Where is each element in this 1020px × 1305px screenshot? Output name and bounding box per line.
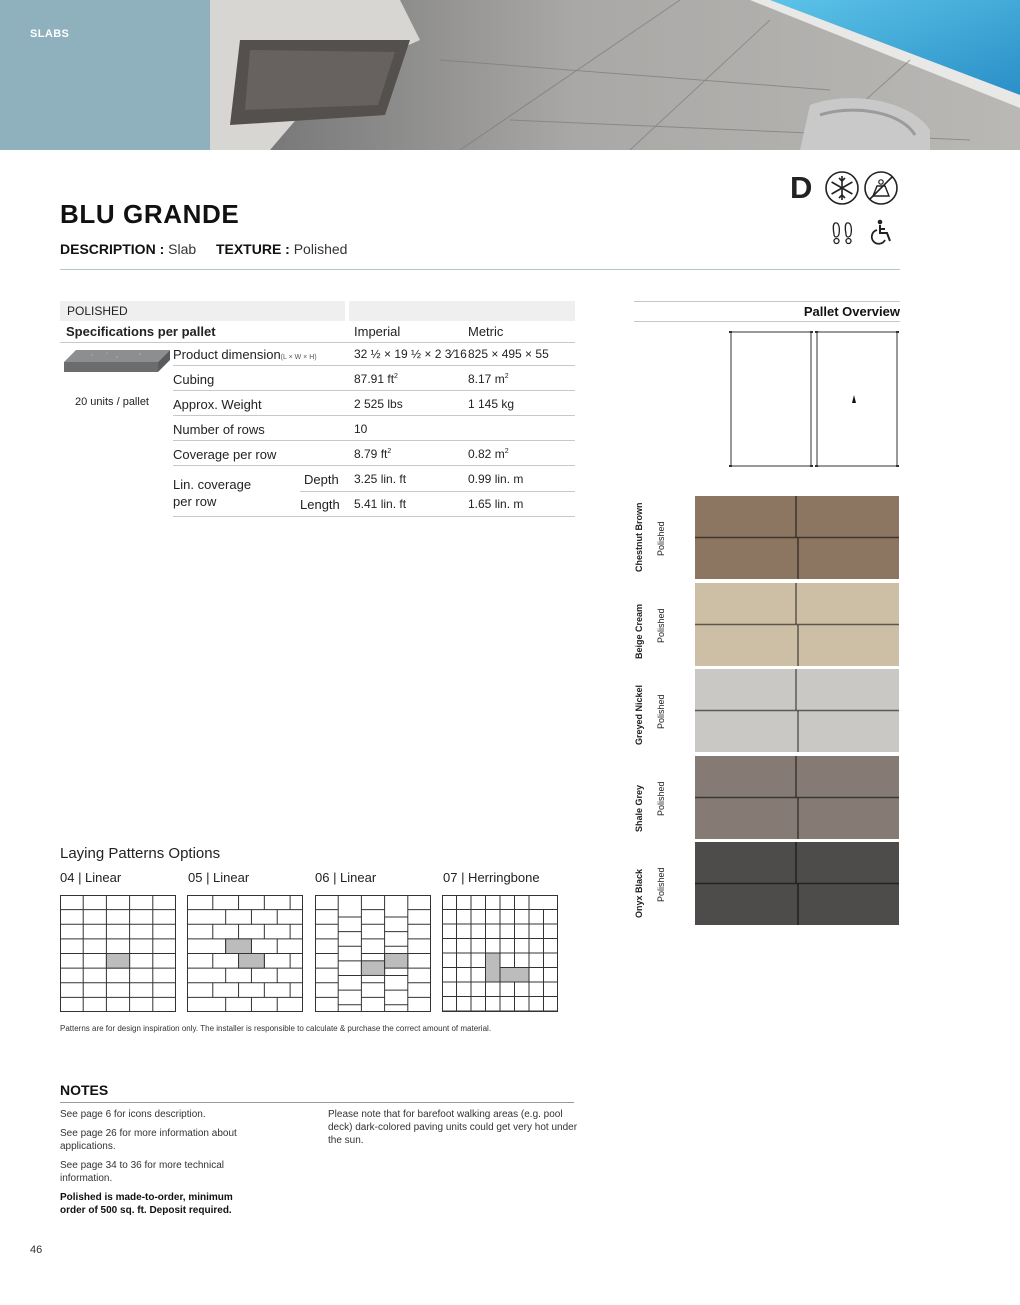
- row-imperial-sup: 2: [387, 448, 392, 455]
- color-finish-label: Polished: [656, 867, 666, 902]
- spec-title: Specifications per pallet: [66, 324, 216, 339]
- row-imperial-value: 87.91 ft: [354, 372, 395, 386]
- units-per-pallet: 20 units / pallet: [75, 396, 149, 408]
- row-imperial: [354, 447, 391, 461]
- slab-image: [62, 348, 172, 374]
- pattern-label-07: 07 | Herringbone: [443, 870, 540, 885]
- length-label: Length: [300, 497, 340, 512]
- page-number: 46: [30, 1244, 43, 1256]
- row-metric-sup: 2: [504, 448, 509, 455]
- pattern-label-05: 05 | Linear: [188, 870, 250, 885]
- pattern-highlight-unit: [226, 939, 252, 954]
- length-metric: 1.65 lin. m: [468, 497, 524, 511]
- lin-coverage-label: Lin. coverage: [173, 477, 252, 492]
- note-barefoot: Please note that for barefoot walking areas (e.g. pool deck) dark-colored paving units could get very hot under the sun.: [328, 1109, 578, 1146]
- pattern-07-diagram: [442, 895, 558, 1012]
- finish-header: POLISHED: [60, 301, 345, 321]
- color-name-label: Chestnut Brown: [634, 502, 644, 572]
- row-line: [173, 440, 575, 441]
- row-metric: [468, 372, 509, 386]
- color-swatch: [695, 669, 899, 752]
- pattern-highlight-unit: [486, 953, 501, 982]
- row-imperial: 10: [354, 422, 368, 436]
- color-swatch: [695, 756, 899, 839]
- description-label: DESCRIPTION :: [60, 241, 165, 257]
- note-applications: See page 26 for more information about applications.: [60, 1128, 237, 1152]
- row-metric: 1 145 kg: [468, 397, 515, 411]
- color-swatch: [695, 583, 899, 666]
- texture-label: TEXTURE :: [215, 241, 290, 257]
- row-line: [173, 365, 575, 366]
- notes-title: NOTES: [60, 1082, 109, 1098]
- no-salt-icon: [863, 170, 899, 206]
- color-finish-label: Polished: [656, 781, 666, 816]
- depth-imperial: 3.25 lin. ft: [354, 472, 407, 486]
- pallet-overview-diagram: [728, 328, 900, 470]
- pattern-highlight-unit: [361, 961, 384, 976]
- color-name-label: Shale Grey: [634, 784, 644, 832]
- col-metric: Metric: [468, 324, 504, 339]
- col-imperial: Imperial: [354, 324, 401, 339]
- pattern-disclaimer: Patterns are for design inspiration only. The installer is responsible to calculate & purchase the correct amount of material.: [60, 1024, 492, 1033]
- product-title: BLU GRANDE: [60, 199, 240, 229]
- depth-label: Depth: [304, 472, 339, 487]
- row-line: [173, 415, 575, 416]
- snowflake-icon: [824, 170, 860, 206]
- row-metric-sup: 2: [504, 373, 509, 380]
- row-imperial: [354, 372, 398, 386]
- row-sublabel: (L × W × H): [280, 354, 317, 361]
- spec-table-header: [60, 301, 575, 321]
- row-line: [173, 516, 575, 517]
- row-line: [173, 390, 575, 391]
- row-metric-value: 8.17 m: [468, 372, 505, 386]
- wheelchair-icon: [868, 219, 894, 246]
- pattern-highlight-unit: [106, 954, 129, 969]
- notes-divider: [60, 1102, 574, 1103]
- note-icons: See page 6 for icons description.: [60, 1109, 206, 1120]
- row-imperial-value: 8.79 ft: [354, 447, 388, 461]
- section-label: SLABS: [30, 28, 70, 40]
- row-product-dimension: [173, 347, 317, 362]
- pallet-overview-title: Pallet Overview: [803, 304, 900, 319]
- pallet-overview-top-line: [634, 301, 900, 302]
- pattern-highlight-unit: [385, 954, 408, 969]
- spec-header-line: [60, 342, 575, 343]
- color-finish-label: Polished: [656, 521, 666, 556]
- color-finish-label: Polished: [656, 694, 666, 729]
- row-metric-value: 0.82 m: [468, 447, 505, 461]
- pattern-label-04: 04 | Linear: [60, 870, 122, 885]
- section-band: [0, 0, 210, 150]
- pattern-label-06: 06 | Linear: [315, 870, 377, 885]
- row-line: [173, 465, 575, 466]
- pallet-overview-bottom-line: [634, 321, 900, 322]
- length-imperial: 5.41 lin. ft: [354, 497, 407, 511]
- pattern-highlight-unit: [500, 968, 529, 983]
- finish-header-blank: [349, 301, 575, 321]
- pattern-04-diagram: [60, 895, 176, 1012]
- footprints-icon: [831, 220, 855, 246]
- lin-coverage-label-2: per row: [173, 494, 217, 509]
- color-swatch: [695, 842, 899, 925]
- row-imperial: 32 ½ × 19 ½ × 2 3⁄16: [354, 347, 467, 361]
- row-label: Coverage per row: [173, 447, 277, 462]
- color-name-label: Onyx Black: [634, 868, 644, 918]
- note-made-to-order: Polished is made-to-order, minimum order of 500 sq. ft. Deposit required.: [60, 1192, 233, 1216]
- row-label: Approx. Weight: [173, 397, 262, 412]
- depth-metric: 0.99 lin. m: [468, 472, 524, 486]
- row-imperial-sup: 2: [394, 373, 398, 380]
- row-line: [300, 491, 575, 492]
- row-label: Product dimension: [173, 347, 281, 362]
- texture-value: Polished: [293, 241, 348, 257]
- color-swatch: [695, 496, 899, 579]
- color-finish-label: Polished: [656, 608, 666, 643]
- color-name-label: Beige Cream: [634, 603, 644, 659]
- pattern-highlight-unit: [239, 954, 265, 969]
- row-imperial: 2 525 lbs: [354, 397, 403, 411]
- row-metric: [468, 447, 509, 461]
- hero-photo: [210, 0, 1020, 150]
- pattern-06-diagram: [315, 895, 431, 1012]
- description-value: Slab: [168, 241, 197, 257]
- title-divider: [60, 269, 900, 270]
- product-subline: [60, 241, 347, 257]
- row-metric: 825 × 495 × 55: [468, 347, 549, 361]
- pattern-05-diagram: [187, 895, 303, 1012]
- note-technical: See page 34 to 36 for more technical information.: [60, 1160, 224, 1184]
- class-d-icon: D: [790, 170, 813, 205]
- row-label: Number of rows: [173, 422, 265, 437]
- color-name-label: Greyed Nickel: [634, 684, 644, 745]
- row-label: Cubing: [173, 372, 215, 387]
- laying-patterns-title: Laying Patterns Options: [60, 845, 221, 862]
